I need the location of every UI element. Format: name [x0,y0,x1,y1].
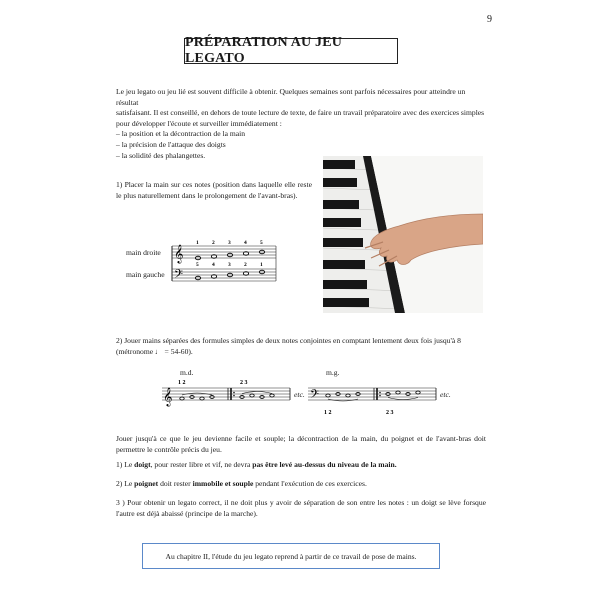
exercise-staff-svg [158,376,458,418]
fingering-number: 5 [196,262,199,268]
page-title: PRÉPARATION AU JEU LEGATO [185,35,343,66]
etc-label-1: etc. [294,390,305,399]
intro-list-item: – la précision de l'attaque des doigts [116,139,226,149]
fingering-label: 2 3 [240,380,248,386]
fingering-label: 1 2 [324,410,332,416]
page-number: 9 [487,14,492,25]
step-2-line-2-start: (métronome [116,346,156,356]
point-2 [116,479,486,490]
piano-hand-photo [323,156,483,313]
intro-line: pour développer l'écoute et surveiller immédiatement : [116,118,282,128]
fingering-label: 2 3 [386,410,394,416]
intro-list-item: – la solidité des phalangettes. [116,150,206,160]
quarter-note-icon: ♩ [155,346,163,356]
fingering-label: 1 2 [178,380,186,386]
exercise-staff [158,366,458,418]
intro-line: satisfaisant. Il est conseillé, en dehors de toute lecture de texte, de faire un travail préparatoire avec des exercices simples [116,108,485,118]
label-left-hand: main gauche [126,270,165,279]
label-md: m.d. [180,368,194,377]
svg-text:𝄞: 𝄞 [163,387,173,406]
point-2-emphasis: immobile et souple [192,479,254,488]
paragraph-practice: Jouer jusqu'à ce que le jeu devienne facile et souple; la décontraction de la main, du poignet et de l'avant-bras doit permettre le contrôle précis du jeu. [116,434,486,454]
grand-staff-1 [168,236,278,288]
intro-line: Le jeu legato ou jeu lié est souvent difficile à obtenir. Quelques semaines sont parfois nécessaires pour atteindre un résultat [116,87,466,107]
point-1-keyword: doigt [134,460,151,469]
hand-position-staff [118,236,278,288]
point-2-middle: doit rester [158,479,193,488]
note-box [142,543,440,569]
step-2-line-1: 2) Jouer mains séparées des formules simples de deux notes conjointes en comptant lentement deux fois jusqu'à 8 [116,336,461,345]
label-right-hand: main droite [126,248,161,257]
point-1 [116,460,486,471]
step-2-line-2-end: = 54-60). [162,346,193,356]
etc-label-2: etc. [440,390,451,399]
point-1-middle: , pour rester libre et vif, ne devra [150,460,253,469]
fingering-number: 5 [260,240,263,246]
step-2-text [116,336,486,357]
title-box [184,35,398,66]
point-1-emphasis: pas être levé au-dessus du niveau de la main. [252,460,397,469]
fingering-number: 1 [260,262,263,268]
intro-list-item: – la position et la décontraction de la main [116,129,246,139]
point-2-end: pendant l'exécution de ces exercices. [253,479,367,488]
fingering-number: 1 [196,240,199,246]
point-1-prefix: 1) Le [116,460,135,469]
point-3: 3 ) Pour obtenir un legato correct, il ne doit plus y avoir de séparation de son entre les notes : un doigt se lève forsque l'autre est déjà abaissé (principe de la marche). [116,498,486,518]
point-2-prefix: 2) Le [116,479,135,488]
intro-paragraph [116,87,486,161]
step-1-text: 1) Placer la main sur ces notes (position dans laquelle elle reste le plus naturellement dans le prolongement de l'avant-bras). [116,180,312,200]
fingering-number: 4 [212,262,215,268]
fingering-number: 3 [228,240,231,246]
fingering-number: 3 [228,262,231,268]
svg-text:𝄢: 𝄢 [174,268,184,284]
fingering-number: 2 [212,240,215,246]
fingering-number: 2 [244,262,247,268]
label-mg: m.g. [326,368,340,377]
svg-text:𝄢: 𝄢 [310,388,320,404]
point-2-keyword: poignet [134,479,159,488]
fingering-number: 4 [244,240,247,246]
note-box-text: Au chapitre II, l'étude du jeu legato reprend à partir de ce travail de pose de mains. [165,551,417,561]
svg-text:𝄞: 𝄞 [174,244,184,263]
